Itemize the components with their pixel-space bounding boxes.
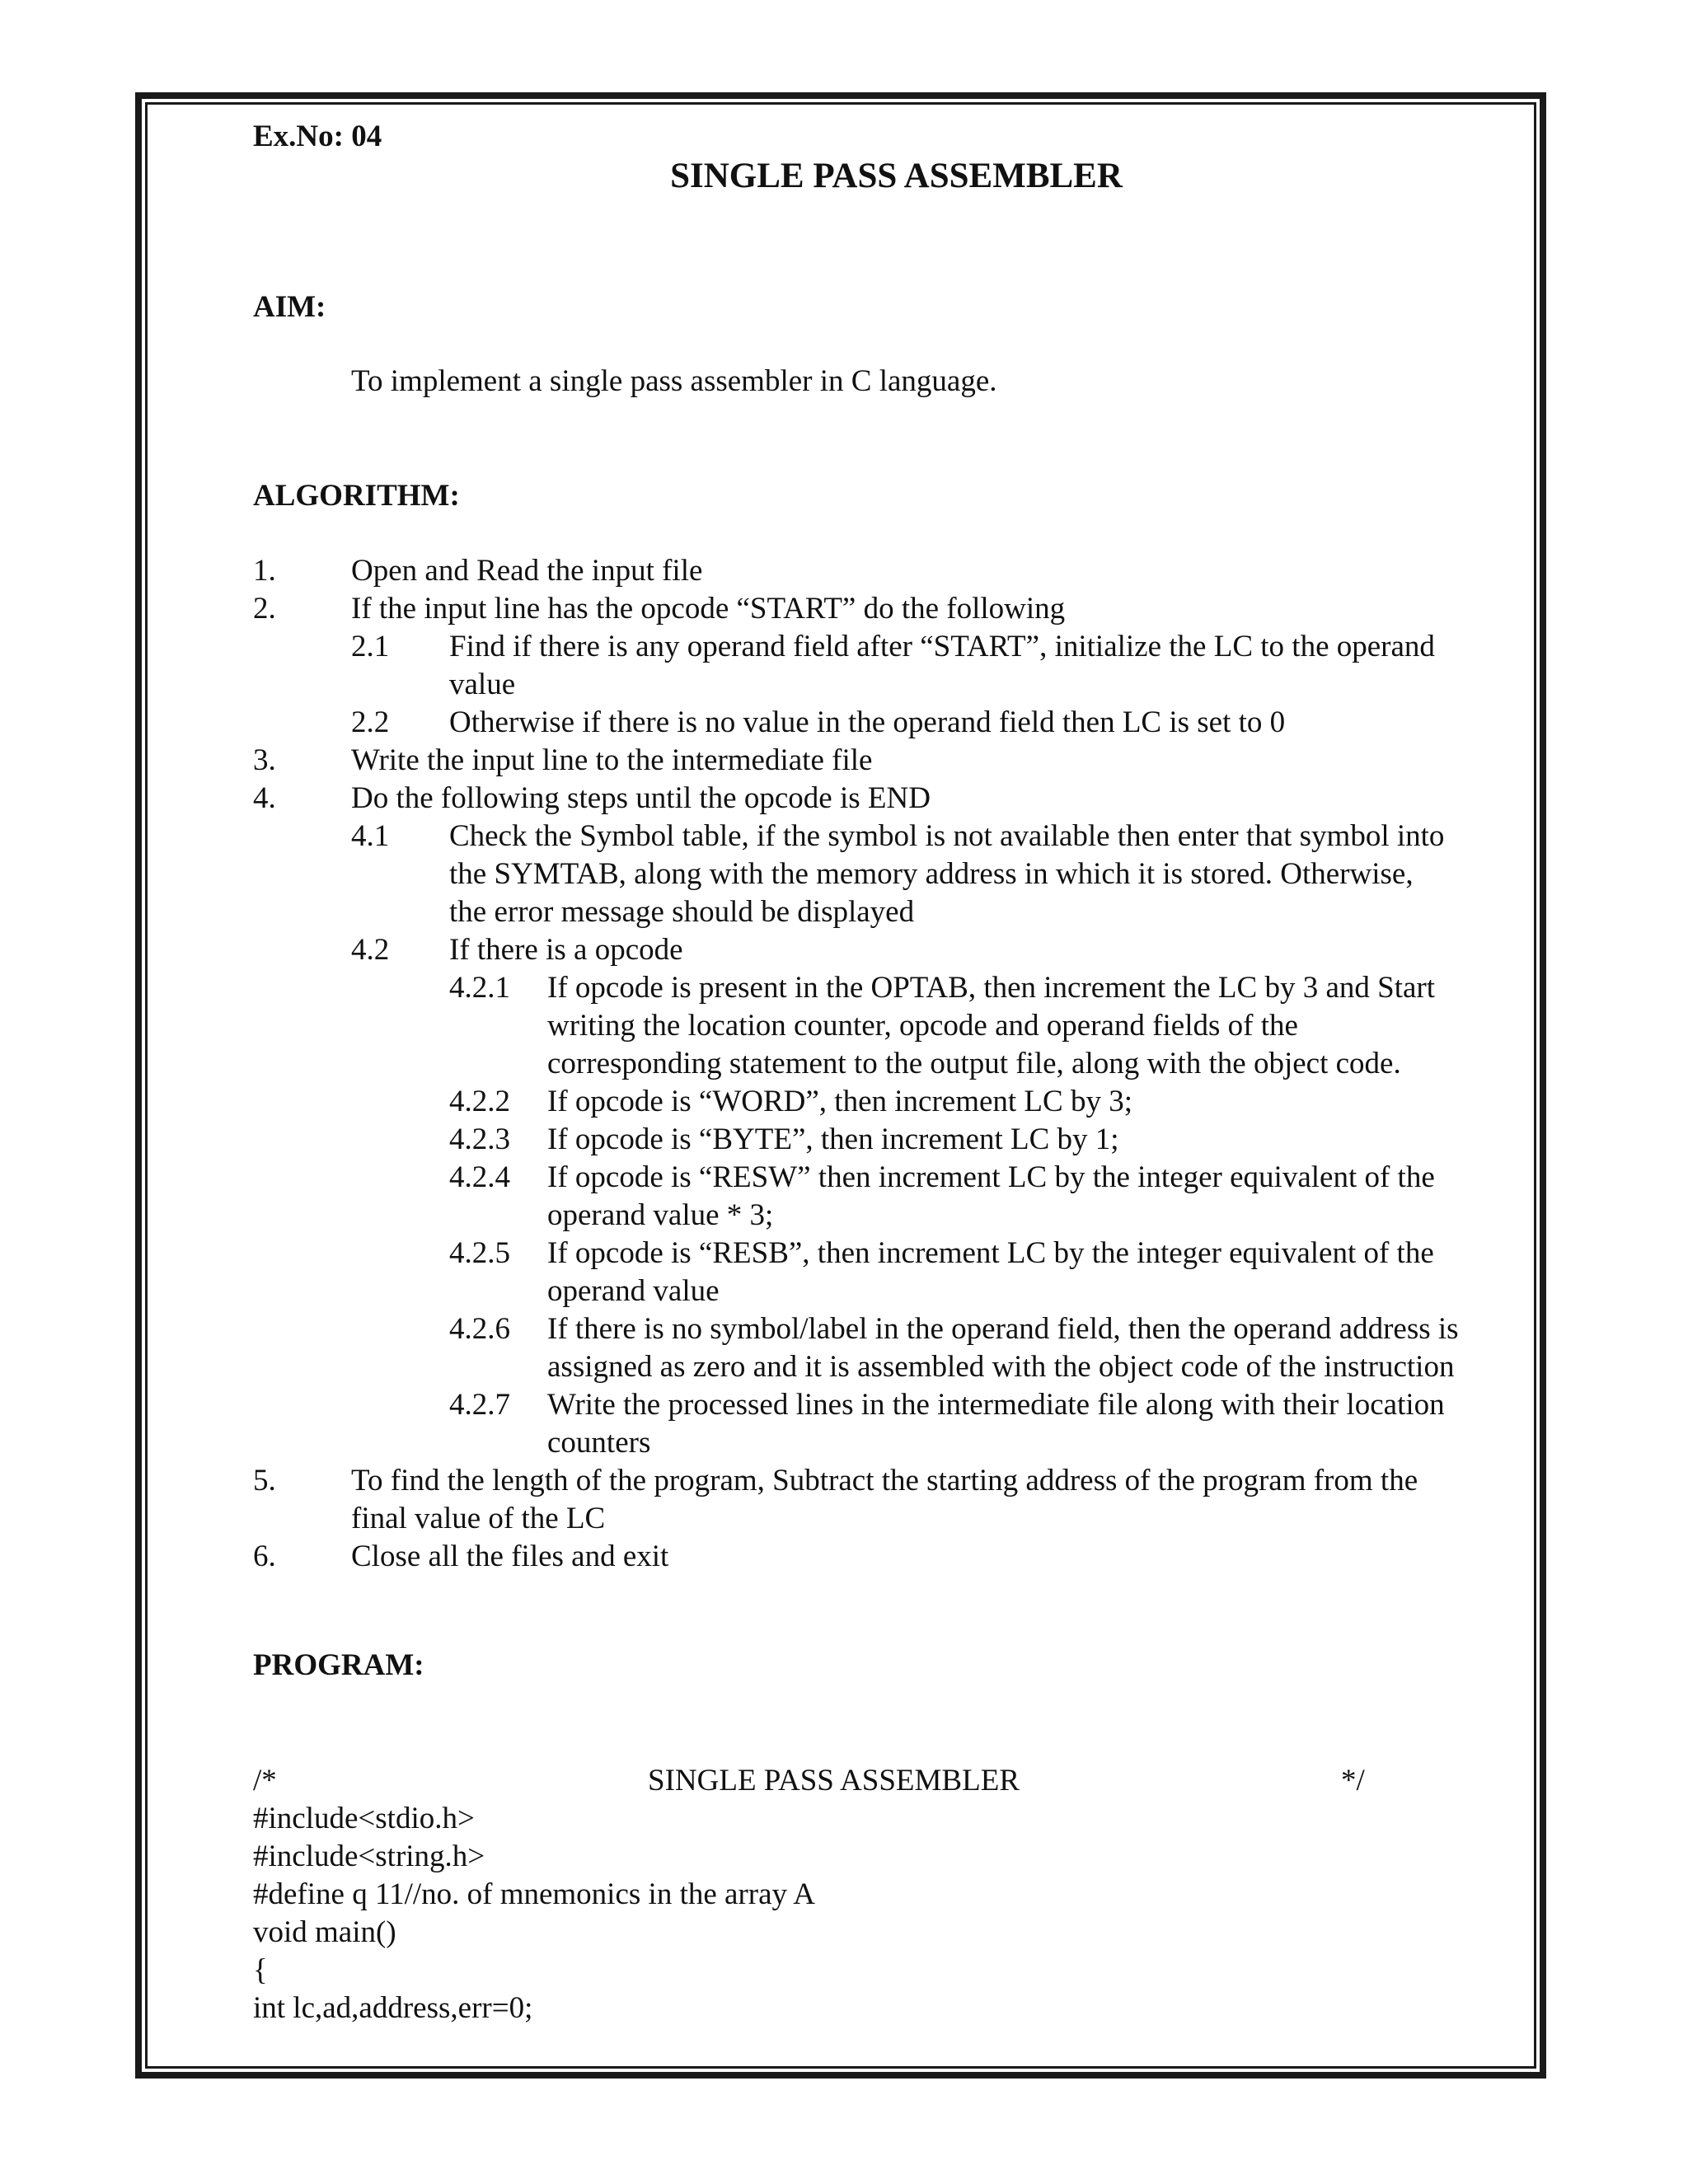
algorithm-step-text: value (449, 668, 516, 701)
algorithm-step-number: 3. (253, 743, 276, 777)
algorithm-step-text: counters (547, 1426, 651, 1460)
algorithm-step-number: 6. (253, 1540, 276, 1573)
code-block (253, 1762, 815, 2027)
algorithm-step (0, 1462, 1688, 1500)
algorithm-step-number: 4.2.2 (449, 1085, 510, 1118)
code-line: int lc,ad,address,err=0; (253, 1991, 533, 2025)
algorithm-step (0, 1235, 1688, 1272)
algorithm-step-number: 1. (253, 554, 276, 588)
algorithm-step-number: 5. (253, 1464, 276, 1497)
algorithm-step-text: If there is a opcode (449, 933, 683, 967)
algorithm-step (0, 1083, 1688, 1121)
algorithm-step (0, 1272, 1688, 1310)
code-comment-open: /* (253, 1764, 277, 1797)
algorithm-step-text: operand value * 3; (547, 1198, 774, 1232)
code-line: { (253, 1953, 268, 1987)
algorithm-step-text: Close all the files and exit (351, 1540, 669, 1573)
algorithm-step-text: If opcode is “WORD”, then increment LC by 3; (547, 1085, 1132, 1118)
algorithm-step-number: 4.1 (351, 819, 390, 853)
algorithm-step (0, 1007, 1688, 1045)
code-line: void main() (253, 1915, 396, 1949)
algorithm-step (0, 704, 1688, 742)
algorithm-step (0, 780, 1688, 818)
algorithm-step-text: Find if there is any operand field after “START”, initialize the LC to the operand (449, 630, 1435, 663)
algorithm-step-text: the error message should be displayed (449, 895, 915, 929)
algorithm-step-text: final value of the LC (351, 1502, 606, 1535)
exercise-number: Ex.No: 04 (253, 120, 382, 153)
algorithm-step (0, 628, 1688, 666)
algorithm-step-number: 4. (253, 781, 276, 815)
algorithm-step-number: 4.2.3 (449, 1122, 510, 1156)
algorithm-step-text: Write the input line to the intermediate file (351, 743, 873, 777)
algorithm-list (0, 552, 1688, 1576)
algorithm-step-text: operand value (547, 1274, 720, 1308)
algorithm-step-number: 4.2.7 (449, 1388, 510, 1422)
algorithm-step-number: 2.2 (351, 705, 390, 739)
algorithm-step (0, 969, 1688, 1007)
aim-heading: AIM: (253, 290, 326, 324)
algorithm-step-text: writing the location counter, opcode and operand fields of the (547, 1009, 1298, 1043)
algorithm-step-number: 4.2.6 (449, 1312, 510, 1346)
algorithm-step (0, 1159, 1688, 1197)
algorithm-step-text: Open and Read the input file (351, 554, 703, 588)
algorithm-step (0, 1121, 1688, 1159)
aim-text: To implement a single pass assembler in C language. (351, 364, 997, 398)
algorithm-step-text: assigned as zero and it is assembled with the object code of the instruction (547, 1350, 1455, 1384)
algorithm-step-text: If opcode is “RESW” then increment LC by the integer equivalent of the (547, 1160, 1435, 1194)
program-heading: PROGRAM: (253, 1648, 424, 1682)
algorithm-step-text: If opcode is “RESB”, then increment LC by the integer equivalent of the (547, 1236, 1434, 1270)
algorithm-step-number: 4.2.1 (449, 971, 510, 1005)
algorithm-heading: ALGORITHM: (253, 479, 460, 513)
algorithm-step (0, 1310, 1688, 1348)
algorithm-step (0, 1500, 1688, 1538)
algorithm-step-number: 4.2.4 (449, 1160, 510, 1194)
algorithm-step (0, 1538, 1688, 1576)
algorithm-step-text: Do the following steps until the opcode is END (351, 781, 931, 815)
code-line: #include<stdio.h> (253, 1802, 475, 1835)
algorithm-step (0, 855, 1688, 893)
algorithm-step (0, 590, 1688, 628)
algorithm-step-text: If opcode is “BYTE”, then increment LC by 1; (547, 1122, 1119, 1156)
code-comment-close: */ (1341, 1764, 1365, 1797)
algorithm-step-text: To find the length of the program, Subtract the starting address of the program from the (351, 1464, 1418, 1497)
algorithm-step (0, 1045, 1688, 1083)
algorithm-step (0, 742, 1688, 780)
code-lines (253, 1800, 815, 2027)
algorithm-step (0, 552, 1688, 590)
code-comment-title: SINGLE PASS ASSEMBLER (648, 1764, 1020, 1797)
algorithm-step-text: Otherwise if there is no value in the operand field then LC is set to 0 (449, 705, 1286, 739)
algorithm-step-number: 4.2.5 (449, 1236, 510, 1270)
code-line: #define q 11//no. of mnemonics in the array A (253, 1877, 815, 1911)
algorithm-step-number: 4.2 (351, 933, 390, 967)
algorithm-step (0, 1386, 1688, 1424)
algorithm-step-text: Check the Symbol table, if the symbol is not available then enter that symbol into (449, 819, 1445, 853)
page-title: SINGLE PASS ASSEMBLER (670, 157, 1123, 195)
algorithm-step (0, 1197, 1688, 1235)
algorithm-step (0, 818, 1688, 855)
algorithm-step-text: If the input line has the opcode “START” do the following (351, 592, 1066, 626)
algorithm-step-number: 2. (253, 592, 276, 626)
algorithm-step-number: 2.1 (351, 630, 390, 663)
algorithm-step-text: Write the processed lines in the intermediate file along with their location (547, 1388, 1445, 1422)
algorithm-step (0, 1424, 1688, 1462)
algorithm-step-text: the SYMTAB, along with the memory address in which it is stored. Otherwise, (449, 857, 1414, 891)
code-line: #include<string.h> (253, 1840, 485, 1873)
algorithm-step (0, 666, 1688, 704)
algorithm-step-text: If opcode is present in the OPTAB, then increment the LC by 3 and Start (547, 971, 1435, 1005)
algorithm-step-text: If there is no symbol/label in the operand field, then the operand address is (547, 1312, 1459, 1346)
algorithm-step (0, 931, 1688, 969)
algorithm-step (0, 1348, 1688, 1386)
algorithm-step-text: corresponding statement to the output file, along with the object code. (547, 1047, 1401, 1080)
algorithm-step (0, 893, 1688, 931)
